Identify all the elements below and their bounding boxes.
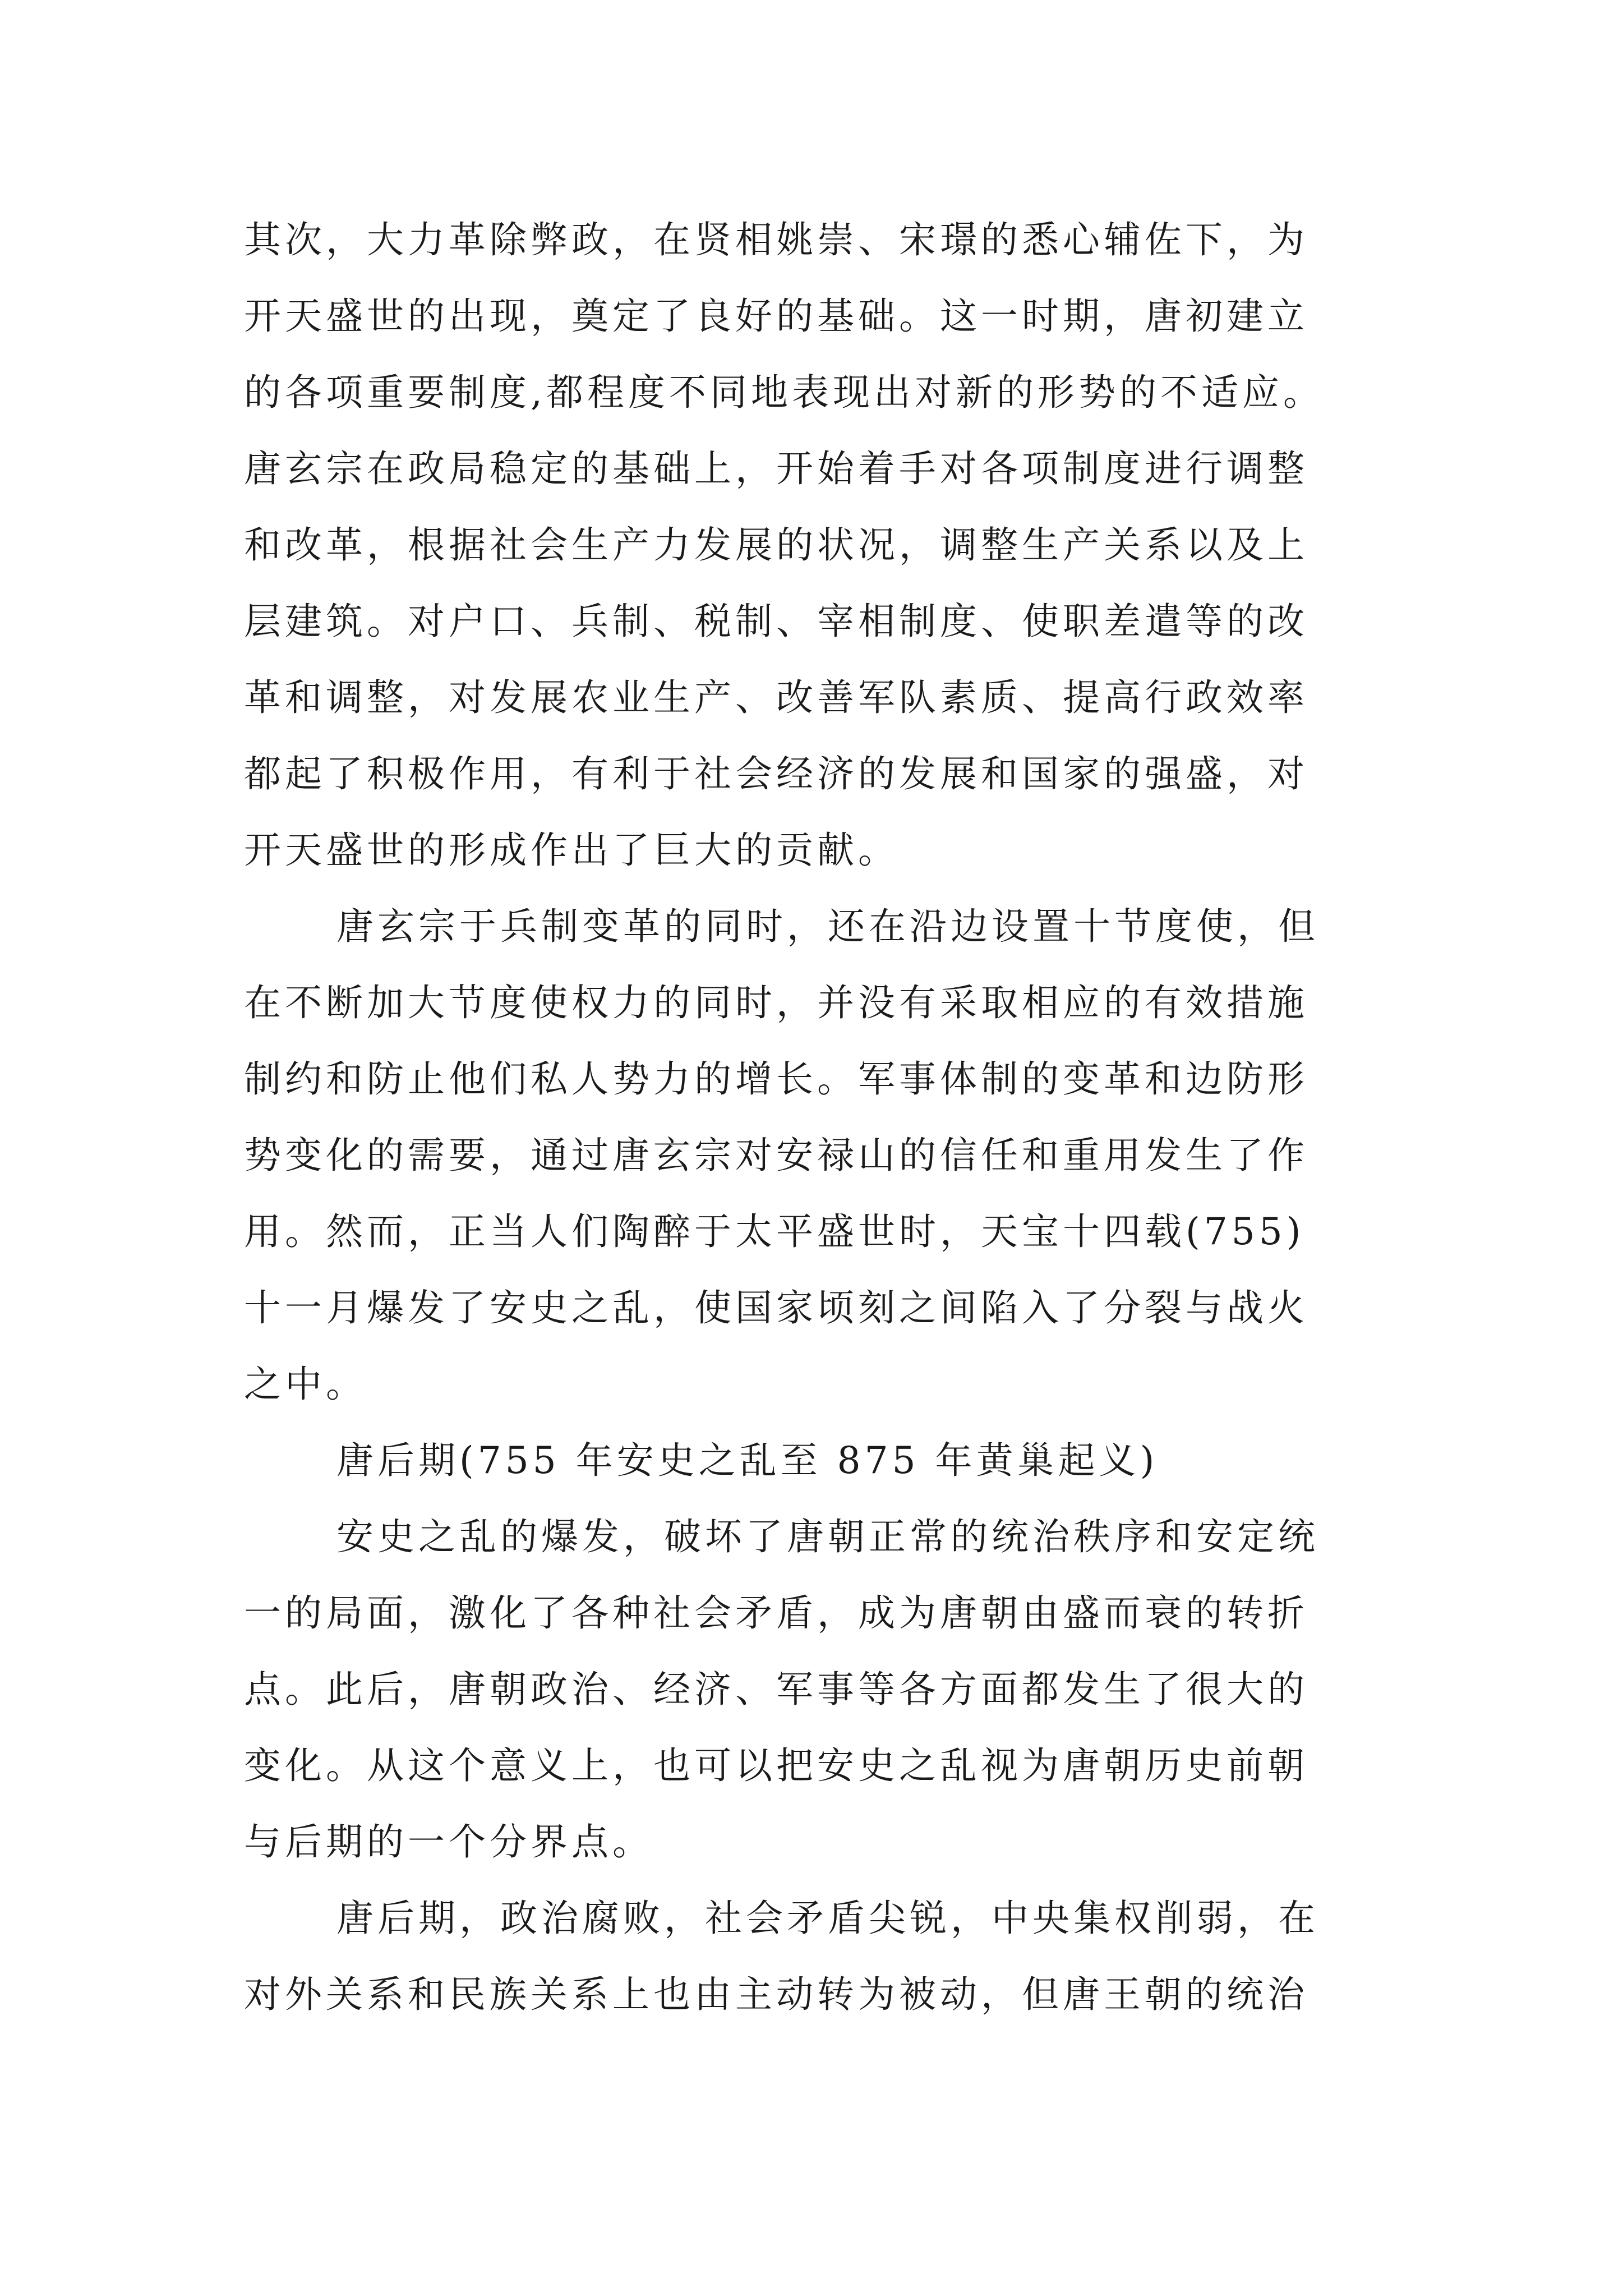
text-line: 都起了积极作用，有利于社会经济的发展和国家的强盛，对 bbox=[244, 752, 1308, 795]
text-line: 之中。 bbox=[244, 1363, 367, 1406]
text-line: 唐后期，政治腐败，社会矛盾尖锐，中央集权削弱，在 bbox=[336, 1897, 1319, 1940]
text-line: 变化。从这个意义上，也可以把安史之乱视为唐朝历史前朝 bbox=[244, 1744, 1308, 1787]
text-line: 唐玄宗在政局稳定的基础上，开始着手对各项制度进行调整 bbox=[244, 447, 1308, 490]
text-line: 对外关系和民族关系上也由主动转为被动，但唐王朝的统治 bbox=[244, 1973, 1308, 2016]
text-line: 制约和防止他们私人势力的增长。军事体制的变革和边防形 bbox=[244, 1057, 1308, 1101]
text-line: 革和调整，对发展农业生产、改善军队素质、提高行政效率 bbox=[244, 676, 1308, 719]
text-line: 开天盛世的形成作出了巨大的贡献。 bbox=[244, 829, 899, 872]
section-heading: 唐后期(755 年安史之乱至 875 年黄巢起义) bbox=[336, 1439, 1159, 1482]
text-line: 势变化的需要，通过唐玄宗对安禄山的信任和重用发生了作 bbox=[244, 1134, 1308, 1177]
text-line: 用。然而，正当人们陶醉于太平盛世时，天宝十四载(755) bbox=[244, 1210, 1305, 1253]
text-line: 在不断加大节度使权力的同时，并没有采取相应的有效措施 bbox=[244, 981, 1308, 1024]
text-line: 与后期的一个分界点。 bbox=[244, 1820, 653, 1864]
text-line: 其次，大力革除弊政，在贤相姚崇、宋璟的悉心辅佐下，为 bbox=[244, 218, 1308, 261]
text-line: 层建筑。对户口、兵制、税制、宰相制度、使职差遣等的改 bbox=[244, 600, 1308, 643]
text-line: 点。此后，唐朝政治、经济、军事等各方面都发生了很大的 bbox=[244, 1668, 1308, 1711]
text-line: 和改革，根据社会生产力发展的状况，调整生产关系以及上 bbox=[244, 523, 1308, 567]
text-line: 的各项重要制度,都程度不同地表现出对新的形势的不适应。 bbox=[244, 371, 1324, 414]
text-line: 十一月爆发了安史之乱，使国家顷刻之间陷入了分裂与战火 bbox=[244, 1286, 1308, 1329]
text-line: 安史之乱的爆发，破坏了唐朝正常的统治秩序和安定统 bbox=[336, 1515, 1319, 1558]
text-line: 开天盛世的出现，奠定了良好的基础。这一时期，唐初建立 bbox=[244, 295, 1308, 338]
text-line: 一的局面，激化了各种社会矛盾，成为唐朝由盛而衰的转折 bbox=[244, 1591, 1308, 1635]
text-line: 唐玄宗于兵制变革的同时，还在沿边设置十节度使，但 bbox=[336, 905, 1319, 948]
